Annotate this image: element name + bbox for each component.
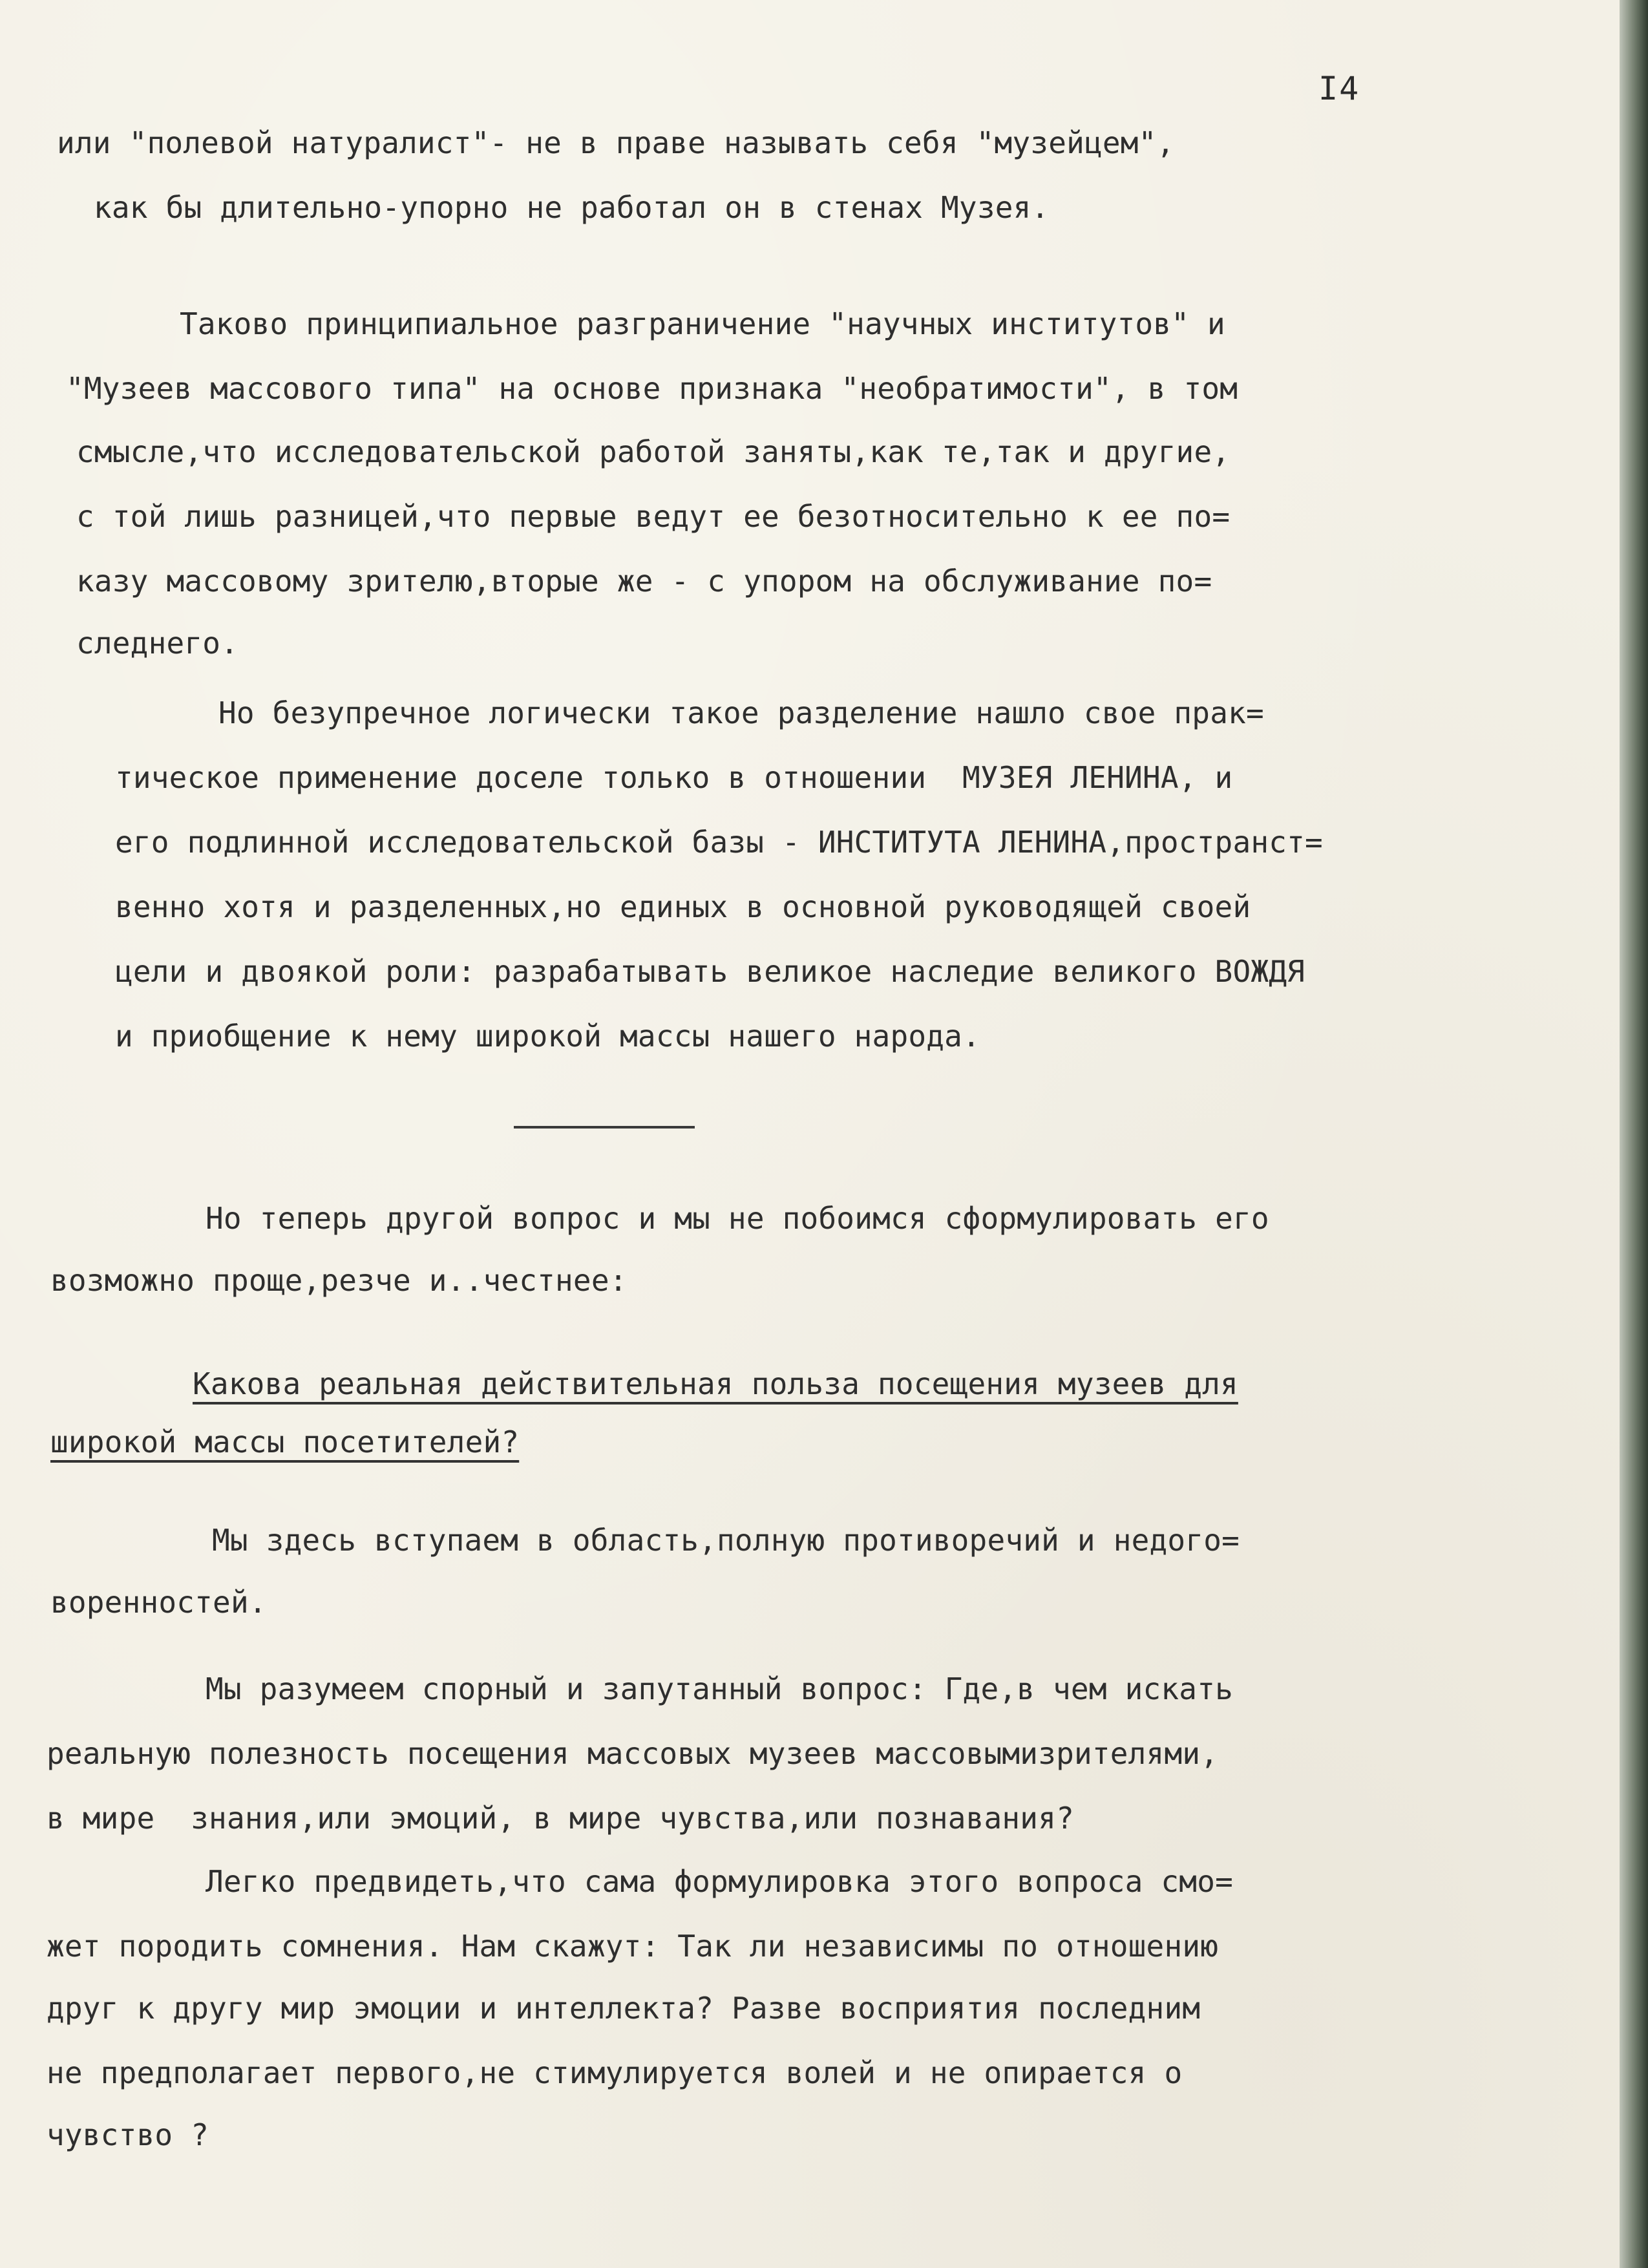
text-line: как бы длительно-упорно не работал он в стенах Музея. [94, 190, 1050, 225]
text-line: чувство ? [47, 2117, 209, 2152]
text-line: друг к другу мир эмоции и интеллекта? Разве восприятия последним [47, 1991, 1201, 2026]
text-line: в мире знания,или эмоций, в мире чувства,или познавания? [47, 1801, 1074, 1836]
text-line: его подлинной исследовательской базы - ИНСТИТУТА ЛЕНИНА,пространст= [115, 825, 1323, 860]
text-line: Но безупречное логически такое разделение нашло свое прак= [218, 695, 1264, 730]
text-line: или "полевой натуралист"- не в праве называть себя "музейцем", [57, 125, 1175, 160]
text-line: Таково принципиальное разграничение "научных институтов" и [180, 306, 1225, 341]
text-line: смысле,что исследовательской работой заняты,как те,так и другие, [76, 434, 1231, 469]
text-line: жет породить сомнения. Нам скажут: Так ли независимы по отношению [47, 1929, 1219, 1964]
text-line: и приобщение к нему широкой массы нашего народа. [115, 1019, 980, 1054]
text-line: возможно проще,резче и..честнее: [50, 1263, 628, 1298]
text-line: следнего. [76, 626, 239, 661]
page-number: I4 [1318, 70, 1360, 107]
scan-edge [1620, 0, 1648, 2268]
text-line: казу массовому зрителю,вторые же - с упором на обслуживание по= [76, 564, 1212, 599]
text-line: воренностей. [50, 1585, 267, 1620]
section-divider [514, 1126, 695, 1129]
text-line: с той лишь разницей,что первые ведут ее безотносительно к ее по= [76, 499, 1231, 534]
text-line: тическое применение доселе только в отношении МУЗЕЯ ЛЕНИНА, и [115, 760, 1233, 795]
text-line: Мы разумеем спорный и запутанный вопрос: Где,в чем искать [206, 1671, 1233, 1706]
question-line: Какова реальная действительная польза посещения музеев для [193, 1366, 1238, 1401]
text-line: не предполагает первого,не стимулируется волей и не опирается о [47, 2055, 1183, 2090]
text-line: Легко предвидеть,что сама формулировка этого вопроса смо= [206, 1864, 1233, 1899]
text-line: реальную полезность посещения массовых музеев массовымизрителями, [47, 1736, 1219, 1771]
text-line: Мы здесь вступаем в область,полную противоречий и недогo= [212, 1523, 1240, 1558]
text-line: "Музеев массового типа" на основе признака "необратимости", в том [66, 371, 1238, 406]
text-line: цели и двоякой роли: разрабатывать великое наследие великого ВОЖДЯ [115, 954, 1305, 989]
text-line: Но теперь другой вопрос и мы не побоимся сформулировать его [206, 1201, 1269, 1236]
question-line: широкой массы посетителей? [50, 1425, 520, 1459]
text-line: венно хотя и разделенных,но единых в основной руководящей своей [115, 889, 1251, 924]
